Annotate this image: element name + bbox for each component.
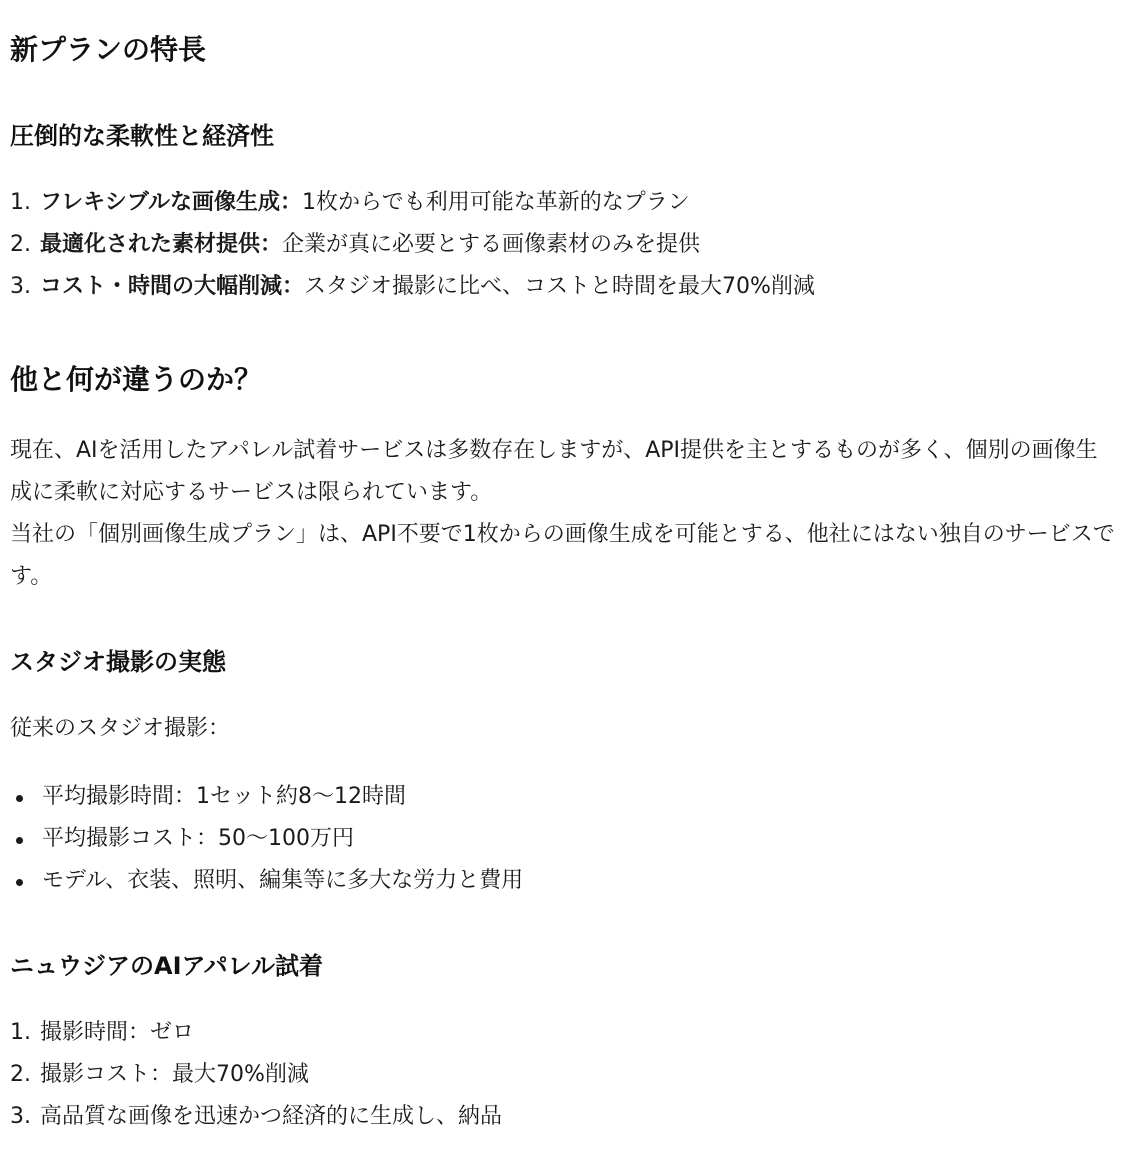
section-heading-ai-fitting: ニュウジアのAIアパレル試着	[10, 952, 323, 980]
list-number: 1.	[10, 1020, 31, 1045]
list-number: 3.	[10, 274, 31, 299]
list-item	[10, 266, 1118, 308]
section-heading-studio: スタジオ撮影の実態	[10, 648, 226, 676]
list-item	[10, 860, 1118, 902]
list-number: 2.	[10, 232, 31, 257]
list-item-text: スタジオ撮影に比べ、コストと時間を最大70%削減	[304, 274, 815, 299]
list-item	[10, 182, 1118, 224]
list-item	[10, 1054, 1118, 1096]
list-number: 2.	[10, 1062, 31, 1087]
list-item	[10, 224, 1118, 266]
section-heading-difference: 他と何が違うのか？	[10, 363, 263, 396]
paragraph: 当社の「個別画像生成プラン」は、API不要で1枚からの画像生成を可能とする、他社にはない独自のサービスです。	[10, 522, 1115, 589]
list-item	[10, 818, 1118, 860]
list-item	[10, 1096, 1118, 1138]
paragraph: 現在、AIを活用したアパレル試着サービスは多数存在しますが、API提供を主とするものが多く、個別の画像生成に柔軟に対応するサービスは限られています。	[10, 438, 1098, 505]
list-item-title: コスト・時間の大幅削減：	[40, 274, 305, 299]
list-item-text: 平均撮影時間：1セット約8〜12時間	[42, 784, 406, 809]
list-item	[10, 776, 1118, 818]
list-item-text: 1枚からでも利用可能な革新的なプラン	[302, 190, 690, 215]
list-item-text: 平均撮影コスト：50〜100万円	[42, 826, 354, 851]
list-number: 3.	[10, 1104, 31, 1129]
list-item-title: フレキシブルな画像生成：	[40, 190, 303, 215]
section-heading-flexibility: 圧倒的な柔軟性と経済性	[10, 122, 274, 150]
page-title: 新プランの特長	[10, 33, 207, 66]
list-item	[10, 1012, 1118, 1054]
list-item-title: 最適化された素材提供：	[40, 232, 283, 257]
list-item-text: 撮影コスト：最大70%削減	[40, 1062, 309, 1087]
list-number: 1.	[10, 190, 31, 215]
ai-fitting-list	[10, 1012, 1118, 1138]
difference-body	[10, 430, 1118, 598]
list-item-text: 企業が真に必要とする画像素材のみを提供	[282, 232, 701, 257]
list-item-text: モデル、衣装、照明、編集等に多大な労力と費用	[42, 868, 524, 893]
studio-intro: 従来のスタジオ撮影：	[10, 716, 231, 741]
feature-list	[10, 182, 1118, 308]
list-item-text: 撮影時間：ゼロ	[40, 1020, 195, 1045]
studio-facts-list	[10, 776, 1118, 902]
list-item-text: 高品質な画像を迅速かつ経済的に生成し、納品	[40, 1104, 503, 1129]
